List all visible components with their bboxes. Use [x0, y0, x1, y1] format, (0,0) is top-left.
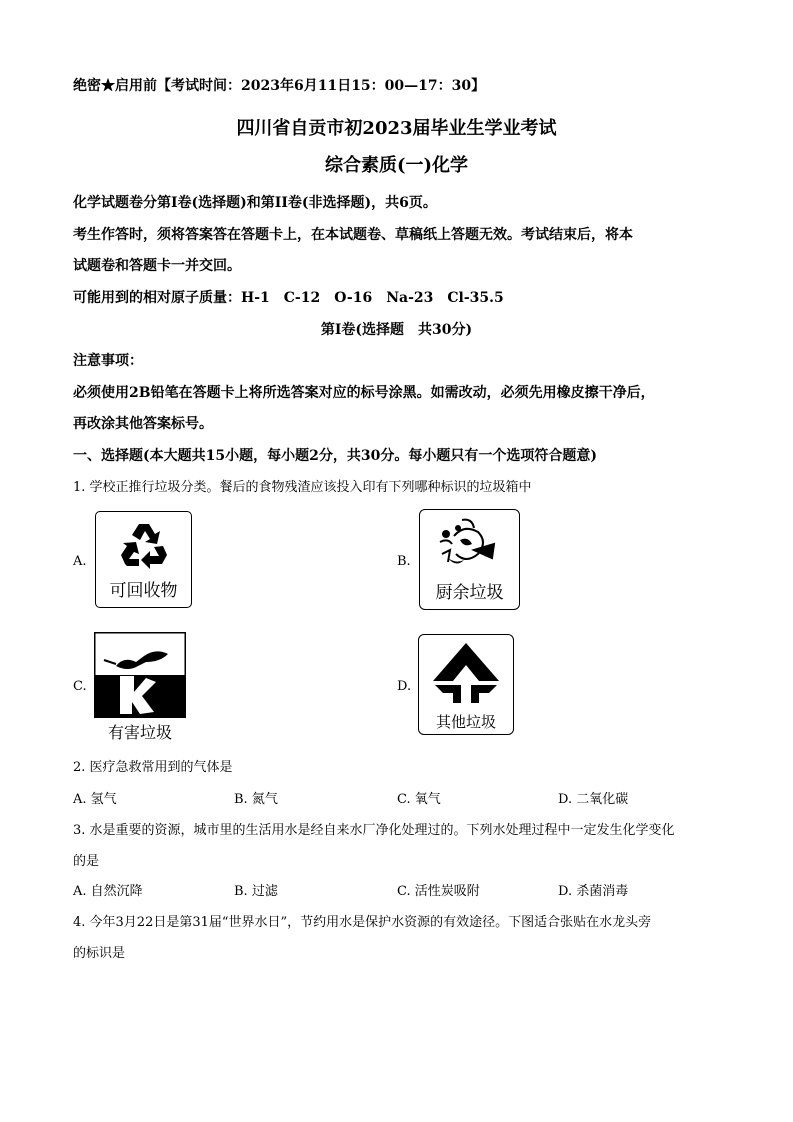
question-4-text-line-2: 的标识是	[73, 946, 126, 961]
q1-option-c-letter: C.	[73, 679, 87, 694]
notice-line-1: 必须使用2B铅笔在答题卡上将所选答案对应的标号涂黑。如需改动，必须先用橡皮擦干净后，	[73, 385, 655, 401]
q3-option-d: D. 杀菌消毒	[558, 884, 629, 899]
q2-option-a: A. 氢气	[73, 792, 117, 807]
question-3-text-line-1: 3. 水是重要的资源，城市里的生活用水是经自来水厂净化处理过的。下列水处理过程中一定发生化学变化	[73, 823, 675, 838]
q1-option-d-sign	[418, 634, 514, 735]
exam-title: 四川省自贡市初2023届毕业生学业考试	[236, 118, 557, 139]
q1-option-d-letter: D.	[397, 679, 412, 694]
hazardous-waste-icon	[94, 632, 186, 718]
q1-option-c-sign-label: 有害垃圾	[107, 723, 172, 742]
q2-option-b: B. 氮气	[234, 792, 278, 807]
q1-option-d-sign-label: 其他垃圾	[435, 713, 496, 731]
kitchen-waste-icon	[434, 514, 506, 572]
q3-option-a: A. 自然沉降	[73, 884, 143, 899]
q1-option-b-sign-label: 厨余垃圾	[435, 583, 504, 603]
atomic-mass-line: 可能用到的相对原子质量：H-1 C-12 O-16 Na-23 Cl-35.5	[73, 290, 504, 306]
question-4-text-line-1: 4. 今年3月22日是第31届“世界水日”，节约用水是保护水资源的有效途径。下图适合张贴在水龙头旁	[73, 915, 652, 930]
question-3-text-line-2: 的是	[73, 854, 100, 869]
question-2-text: 2. 医疗急救常用到的气体是	[73, 760, 233, 775]
part-heading: 一、选择题(本大题共15小题，每小题2分，共30分。每小题只有一个选项符合题意)	[73, 448, 597, 464]
q1-option-c-sign	[94, 632, 186, 742]
intro-line-2: 考生作答时，须将答案答在答题卡上，在本试题卷、草稿纸上答题无效。考试结束后，将本	[73, 227, 633, 243]
intro-line-1: 化学试题卷分第I卷(选择题)和第II卷(非选择题)，共6页。	[73, 195, 437, 211]
q1-option-b-letter: B.	[397, 554, 411, 569]
other-waste-icon	[431, 641, 501, 705]
q1-option-b-sign	[419, 509, 520, 610]
q3-option-b: B. 过滤	[234, 884, 278, 899]
notice-label: 注意事项：	[73, 353, 143, 369]
q3-option-c: C. 活性炭吸附	[397, 884, 480, 899]
intro-line-3: 试题卷和答题卡一并交回。	[73, 258, 241, 274]
q1-option-a-letter: A.	[73, 554, 87, 569]
notice-line-2: 再改涂其他答案标号。	[73, 416, 213, 432]
section-title: 第I卷(选择题 共30分)	[320, 322, 473, 338]
exam-subtitle: 综合素质(一)化学	[324, 155, 469, 176]
q2-option-d: D. 二氧化碳	[558, 792, 629, 807]
q1-option-a-sign-label: 可回收物	[109, 581, 178, 601]
exam-time-note: 绝密★启用前【考试时间：2023年6月11日15：00—17：30】	[73, 78, 486, 94]
question-1-text: 1. 学校正推行垃圾分类。餐后的食物残渣应该投入印有下列哪种标识的垃圾箱中	[73, 480, 532, 495]
q1-option-a-sign	[95, 511, 192, 608]
q2-option-c: C. 氧气	[397, 792, 441, 807]
recycle-icon	[119, 520, 169, 570]
